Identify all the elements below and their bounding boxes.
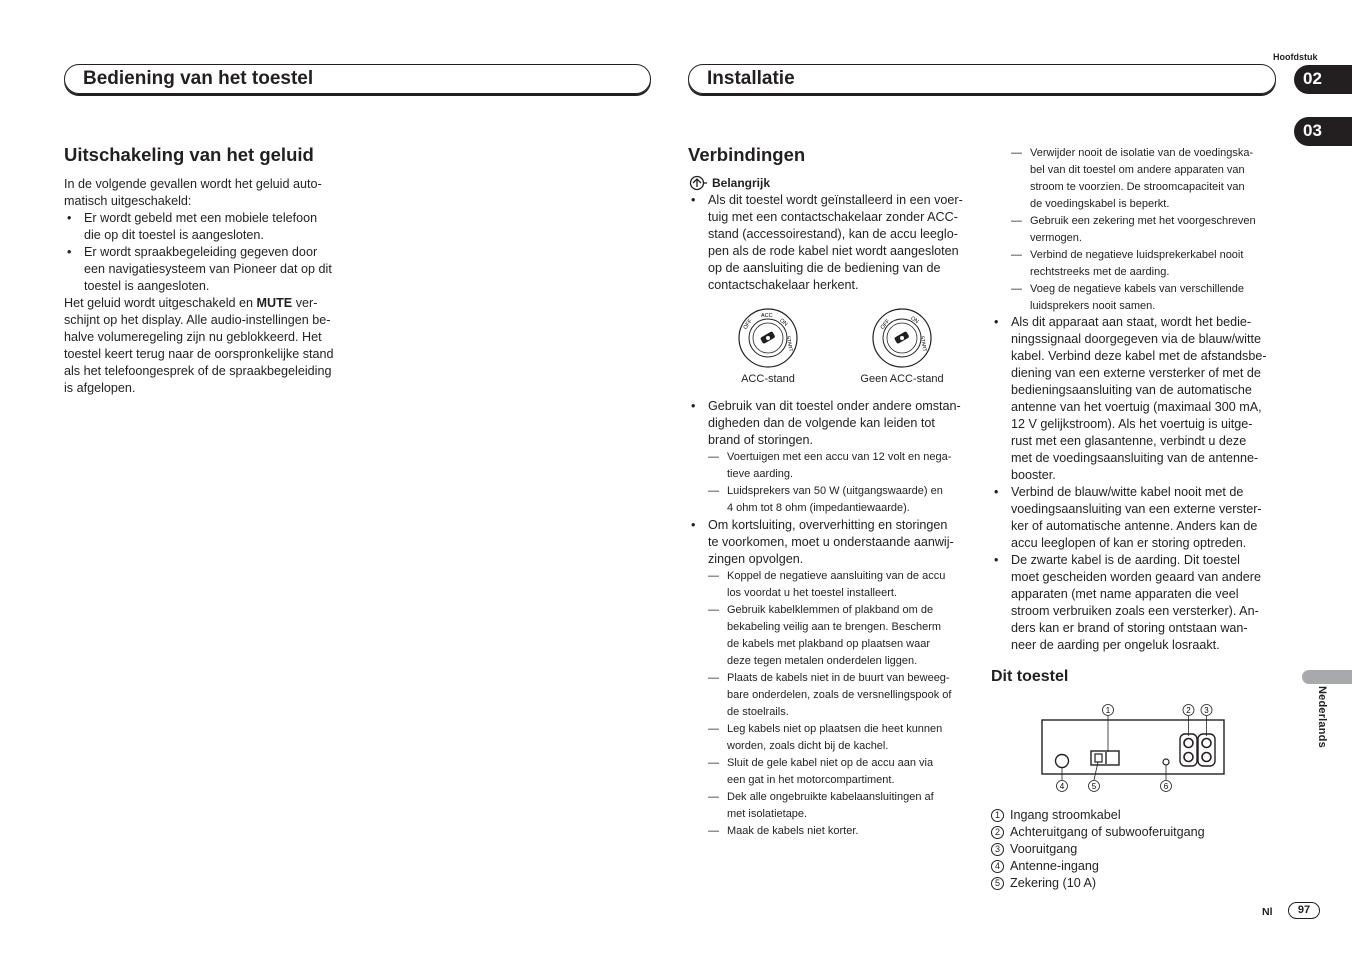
text-line: 4 ohm tot 8 ohm (impedantiewaarde). (727, 502, 910, 514)
dash-item (1011, 213, 1281, 247)
text-line: antenne van het voertuig (maximaal 300 mA, (1011, 400, 1262, 414)
text-line: is afgelopen. (64, 381, 136, 395)
text-line: schijnt op het display. Alle audio-instellingen be- (64, 313, 331, 327)
bullet-item (991, 552, 1281, 654)
text-line: contactschakelaar herkent. (708, 278, 859, 292)
dash-item (1011, 281, 1281, 315)
text-fragment: ver- (292, 296, 318, 310)
legend-item (991, 858, 1281, 875)
text-line: worden, zoals dicht bij de kachel. (727, 740, 889, 752)
text-line: stroom verbruiken zoals een versterker). An- (1011, 604, 1259, 618)
diagram-legend (991, 807, 1281, 892)
text-line: een gat in het motorcompartiment. (727, 774, 895, 786)
legend-text: Achteruitgang of subwooferuitgang (1010, 825, 1205, 839)
text-line: • De zwarte kabel is de aarding. Dit toestel (1011, 553, 1240, 567)
middle-column-lower (688, 398, 980, 840)
figure-caption-acc: ACC-stand (741, 373, 795, 385)
text-line: • Gebruik van dit toestel onder andere omstan- (708, 399, 961, 413)
figure-caption-no-acc: Geen ACC-stand (860, 373, 944, 385)
text-line: diening van een externe versterker of met de (1011, 366, 1261, 380)
text-line: • Als dit toestel wordt geïnstalleerd in een voer- (708, 193, 963, 207)
legend-item (991, 824, 1281, 841)
text-line: — Plaats de kabels niet in de buurt van beweeg- (727, 672, 950, 684)
text-line: • Om kortsluiting, oververhitting en storingen (708, 518, 948, 532)
switch-label-off: OFF (742, 318, 754, 331)
text-line: neer de aarding per ongeluk losraakt. (1011, 638, 1220, 652)
dash-item (708, 721, 980, 755)
text-line: die op dit toestel is aangesloten. (84, 228, 264, 242)
switch-label-start: START (784, 335, 794, 353)
dash-item (1011, 145, 1281, 213)
chapter-tab-03[interactable]: 03 (1294, 117, 1352, 146)
callout-1: 1 (1105, 706, 1111, 715)
ignition-switch-no-acc-figure (872, 308, 932, 368)
callout-2: 2 (1186, 706, 1191, 715)
text-fragment: Het geluid wordt uitgeschakeld en (64, 296, 257, 310)
legend-text: Zekering (10 A) (1010, 876, 1097, 890)
switch-label-on: ON (778, 317, 789, 328)
text-line: bedieningsaansluiting van de automatische (1011, 383, 1252, 397)
legend-number: 5 (991, 877, 1004, 890)
bullet-item (688, 398, 980, 449)
legend-number: 1 (991, 809, 1004, 822)
chapter-tab-02[interactable]: 02 (1294, 65, 1352, 94)
text-line: — Maak de kabels niet korter. (727, 825, 859, 837)
dash-item (708, 568, 980, 602)
text-line: — Verwijder nooit de isolatie van de voedingska- (1030, 147, 1254, 159)
switch-label-start: START (918, 335, 928, 353)
text-line: booster. (1011, 468, 1056, 482)
left-header-pill (64, 64, 651, 94)
rear-panel-diagram (1040, 700, 1230, 796)
dash-list (688, 449, 980, 517)
mute-keyword: MUTE (256, 296, 293, 310)
legend-text: Vooruitgang (1010, 842, 1078, 856)
bullet-item (64, 210, 354, 244)
dash-item (708, 449, 980, 483)
text-line: In de volgende gevallen wordt het geluid auto- (64, 177, 322, 191)
text-line: ker of automatische antenne. Anders kan de (1011, 519, 1258, 533)
text-line: de stoelrails. (727, 706, 789, 718)
dash-item (1011, 247, 1281, 281)
text-line: brand of storingen. (708, 433, 814, 447)
mute-paragraph (64, 295, 354, 397)
left-column (64, 144, 354, 397)
legend-text: Antenne-ingang (1010, 859, 1099, 873)
switch-label-on: ON (909, 315, 920, 326)
dash-list (688, 568, 980, 840)
text-line: — Luidsprekers van 50 W (uitgangswaarde) en (727, 485, 943, 497)
right-header-pill (688, 64, 1276, 94)
text-line: te voorkomen, moet u onderstaande aanwij- (708, 535, 954, 549)
bullet-item (991, 484, 1281, 552)
bullet-item (991, 314, 1281, 484)
language-tab[interactable] (1302, 670, 1352, 684)
text-line: bel van dit toestel om andere apparaten van (1030, 164, 1245, 176)
text-line: moet gescheiden worden geaard van andere (1011, 570, 1261, 584)
legend-item (991, 807, 1281, 824)
language-code: Nl (1262, 906, 1273, 918)
text-line (64, 295, 354, 312)
switch-label-acc: ACC (761, 313, 773, 319)
text-line: — Leg kabels niet op plaatsen die heet kunnen (727, 723, 943, 735)
important-icon (688, 175, 708, 191)
page-number: 97 (1288, 902, 1320, 919)
switch-label-off: OFF (879, 318, 892, 331)
text-line: zingen opvolgen. (708, 552, 804, 566)
text-line: • Verbind de blauw/witte kabel nooit met de (1011, 485, 1244, 499)
text-line: — Sluit de gele kabel niet op de accu aan via (727, 757, 934, 769)
text-line: apparaten (met name apparaten die veel (1011, 587, 1239, 601)
important-note (688, 175, 978, 191)
text-line: stand (accessoirestand), kan de accu leeglo- (708, 227, 958, 241)
text-line: — Koppel de negatieve aansluiting van de accu (727, 570, 946, 582)
text-line: los voordat u het toestel installeert. (727, 587, 897, 599)
legend-text: Ingang stroomkabel (1010, 808, 1121, 822)
text-line: kabel. Verbind deze kabel met de afstandsbe- (1011, 349, 1267, 363)
text-line: — Gebruik een zekering met het voorgeschreven (1030, 215, 1256, 227)
middle-column (688, 144, 978, 294)
left-header-title: Bediening van het toestel (83, 68, 314, 89)
dash-item (708, 602, 980, 670)
bullet-item (64, 244, 354, 295)
text-line: • Er wordt spraakbegeleiding gegeven door (84, 245, 318, 259)
text-line: ningssignaal doorgegeven via de blauw/witte (1011, 332, 1261, 346)
text-line: toestel is aangesloten. (84, 279, 210, 293)
text-line: een navigatiesysteem van Pioneer dat op dit (84, 262, 332, 276)
text-line: digheden dan de volgende kan leiden tot (708, 416, 935, 430)
intro-paragraph (64, 176, 354, 210)
language-label: Nederlands (1316, 686, 1328, 748)
text-line: toestel keert terug naar de oorspronkelijke stand (64, 347, 334, 361)
text-line: bekabeling veilig aan te brengen. Bescherm (727, 621, 942, 633)
text-line: • Er wordt gebeld met een mobiele telefoon (84, 211, 318, 225)
text-line: als het telefoongesprek of de spraakbegeleiding (64, 364, 332, 378)
text-line: luidsprekers nooit samen. (1030, 300, 1156, 312)
subheading-this-unit: Dit toestel (991, 668, 1069, 685)
callout-5: 5 (1091, 782, 1097, 791)
section-heading-mute: Uitschakeling van het geluid (64, 144, 314, 165)
text-line: matisch uitgeschakeld: (64, 194, 192, 208)
text-line: — Dek alle ongebruikte kabelaansluitingen af (727, 791, 934, 803)
text-line: halve volumeregeling zijn nu geblokkeerd. Het (64, 330, 322, 344)
text-line: accu leeglopen of kan er storing optreden. (1011, 536, 1247, 550)
text-line: — Gebruik kabelklemmen of plakband om de (727, 604, 934, 616)
dash-item (708, 755, 980, 789)
text-line: bare onderdelen, zoals de versnellingspook of (727, 689, 952, 701)
text-line: 12 V gelijkstroom). Als het voertuig is uitge- (1011, 417, 1253, 431)
dash-item (708, 670, 980, 721)
right-column-bullets (991, 314, 1281, 654)
bullet-item (688, 192, 978, 294)
text-line: vermogen. (1030, 232, 1082, 244)
text-line: met isolatietape. (727, 808, 808, 820)
dash-item (708, 789, 980, 823)
callout-3: 3 (1204, 706, 1209, 715)
legend-number: 2 (991, 826, 1004, 839)
right-column-dashes (1011, 145, 1281, 315)
important-label: Belangrijk (712, 176, 771, 190)
text-line: tuig met een contactschakelaar zonder ACC- (708, 210, 958, 224)
text-line: deze tegen metalen onderdelen liggen. (727, 655, 918, 667)
text-line: tieve aarding. (727, 468, 794, 480)
callout-4: 4 (1059, 782, 1065, 791)
text-line: voedingsaansluiting van een externe verster- (1011, 502, 1262, 516)
dash-item (708, 483, 980, 517)
text-line: pen als de rode kabel niet wordt aangesloten (708, 244, 959, 258)
bullet-item (688, 517, 980, 568)
text-line: op de aansluiting die de bediening van de (708, 261, 941, 275)
text-line: ders kan er brand of storing ontstaan wan- (1011, 621, 1248, 635)
text-line: — Voeg de negatieve kabels van verschillende (1030, 283, 1245, 295)
legend-item (991, 841, 1281, 858)
text-line: met de voedingsaansluiting van de antenne- (1011, 451, 1259, 465)
text-line: stroom te voorzien. De stroomcapaciteit van (1030, 181, 1245, 193)
text-line: — Verbind de negatieve luidsprekerkabel nooit (1030, 249, 1244, 261)
text-line: de voedingskabel is beperkt. (1030, 198, 1170, 210)
right-header-title: Installatie (707, 68, 795, 89)
ignition-switch-acc-figure (738, 308, 798, 368)
chapter-label: Hoofdstuk (1273, 52, 1318, 62)
callout-6: 6 (1163, 782, 1169, 791)
legend-item (991, 875, 1281, 892)
text-line: rechtstreeks met de aarding. (1030, 266, 1170, 278)
legend-number: 4 (991, 860, 1004, 873)
text-line: rust met een glasantenne, verbindt u deze (1011, 434, 1247, 448)
text-line: — Voertuigen met een accu van 12 volt en nega- (727, 451, 952, 463)
section-heading-connections: Verbindingen (688, 144, 806, 165)
legend-number: 3 (991, 843, 1004, 856)
text-line: de kabels met plakband op plaatsen waar (727, 638, 931, 650)
text-line: • Als dit apparaat aan staat, wordt het bedie- (1011, 315, 1252, 329)
dash-item (708, 823, 980, 840)
